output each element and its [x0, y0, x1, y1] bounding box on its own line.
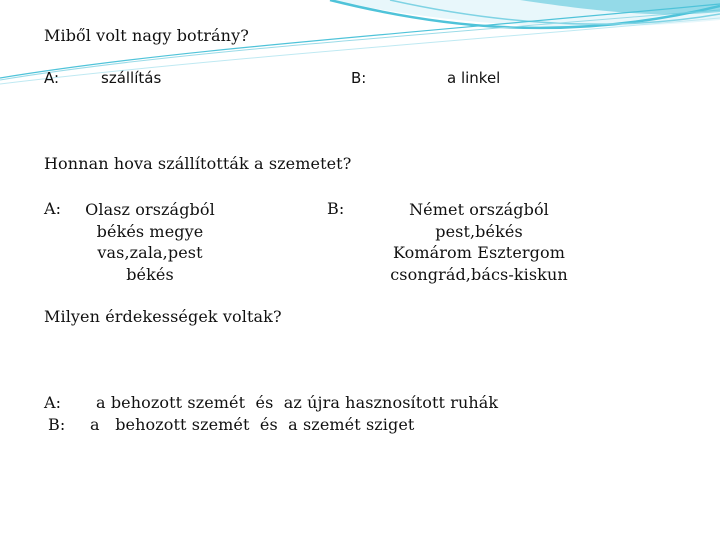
answer-a-3: a behozott szemét és az újra hasznosított ruhák — [96, 393, 499, 412]
answer-a-line: békés — [126, 264, 174, 284]
answer-a-line: Olasz országból — [85, 200, 215, 219]
answer-b-line: Német országból — [409, 200, 549, 219]
answer-a-line: békés megye — [96, 221, 204, 241]
answer-a-1: szállítás — [101, 69, 162, 87]
answer-a-label-1: A: — [44, 69, 60, 87]
answer-b-line: Komárom Esztergom — [392, 243, 566, 262]
answer-b-label-2: B: — [327, 199, 345, 218]
answer-a-line: vas,zala,pest — [97, 243, 203, 262]
question-2: Honnan hova szállították a szemetet? — [44, 154, 352, 173]
answer-a-label-2: A: — [44, 199, 62, 218]
answer-b-1: a linkel — [447, 69, 501, 87]
answer-b-line: pest,békés — [435, 221, 523, 241]
question-1: Miből volt nagy botrány? — [44, 26, 249, 45]
answer-a-list-2 — [80, 199, 220, 285]
answer-b-label-1: B: — [351, 69, 367, 87]
answer-b-3: a behozott szemét és a szemét sziget — [90, 415, 415, 434]
question-3: Milyen érdekességek voltak? — [44, 307, 282, 326]
answer-b-list-2 — [384, 199, 574, 285]
answer-a-label-3: A: — [44, 393, 62, 412]
answer-b-line: csongrád,bács-kiskun — [390, 264, 568, 284]
answer-b-label-3: B: — [48, 415, 66, 434]
